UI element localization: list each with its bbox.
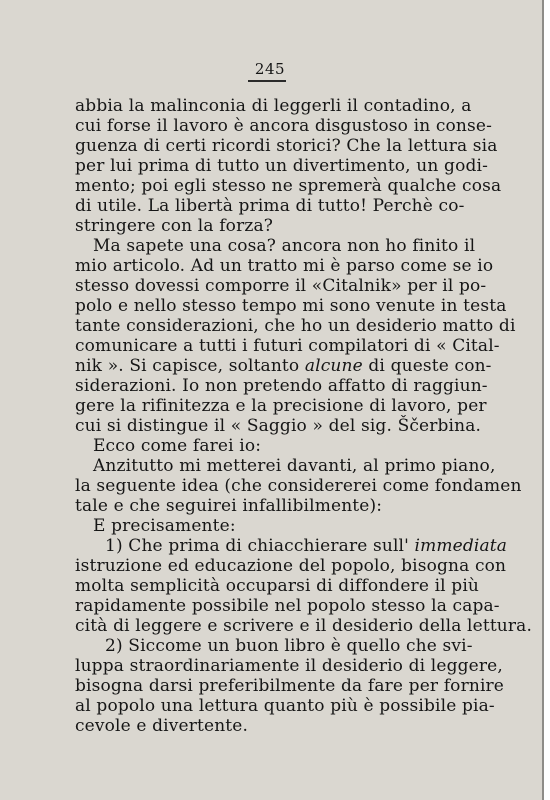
text-line: [75, 276, 487, 296]
text-line: [75, 696, 495, 716]
text-line: [75, 416, 482, 436]
line-text: nik ». Si capisce, soltanto: [75, 356, 300, 376]
line-text: istruzione ed educazione del popolo, bisogna con: [75, 556, 507, 576]
text-line: [75, 496, 460, 516]
page-number-rule: [248, 80, 286, 82]
text-line: [75, 376, 488, 396]
line-text: guenza di certi ricordi storici? Che la lettura sia: [75, 136, 498, 156]
line-text: comunicare a tutti i futuri compilatori di « Cital-: [75, 336, 500, 356]
text-line: [75, 356, 492, 376]
line-text: mento; poi egli stesso ne spremerà qualche cosa: [75, 176, 502, 196]
line-text: Anzitutto mi metterei davanti, al primo piano,: [93, 456, 496, 476]
line-text: mio articolo. Ad un tratto mi è parso come se io: [75, 256, 494, 276]
line-text: Ma sapete una cosa? ancora non ho finito il: [93, 236, 476, 256]
line-text: luppa straordinariamente il desiderio di leggere,: [75, 656, 503, 676]
text-line: [75, 336, 500, 356]
text-line: [75, 236, 476, 256]
line-text: bisogna darsi preferibilmente da fare per fornire: [75, 676, 505, 696]
text-line: [75, 116, 492, 136]
text-line: [75, 296, 507, 316]
line-text: di utile. La libertà prima di tutto! Perchè co-: [75, 196, 465, 216]
line-text: la seguente idea (che considererei come fondamen: [75, 476, 522, 496]
text-line: [75, 676, 505, 696]
line-text: cui si distingue il « Saggio » del sig. Ščerbina.: [75, 416, 482, 436]
line-text: tante considerazioni, che ho un desiderio matto di: [75, 316, 516, 336]
line-text: stesso dovessi comporre il «Citalnik» per il po-: [75, 276, 487, 296]
line-text: 1) Che prima di chiacchierare sull': [105, 536, 409, 556]
text-line: [75, 556, 507, 576]
line-text: siderazioni. Io non pretendo affatto di raggiun-: [75, 376, 488, 396]
line-text: stringere con la forza?: [75, 216, 273, 236]
line-text: abbia la malinconia di leggerli il contadino, a: [75, 96, 472, 116]
text-line: [75, 196, 465, 216]
text-line: [75, 216, 460, 236]
text-line: [75, 136, 498, 156]
page-number: 245: [254, 60, 286, 78]
text-line: [75, 396, 487, 416]
line-text: rapidamente possibile nel popolo stesso la capa-: [75, 596, 500, 616]
line-text: E precisamente:: [93, 516, 236, 536]
text-line: [75, 616, 533, 636]
text-line: [75, 716, 460, 736]
text-line: [75, 96, 472, 116]
line-text: tale e che seguirei infallibilmente):: [75, 496, 383, 516]
text-line: [75, 636, 473, 656]
text-line: [75, 436, 460, 456]
line-text: 2) Siccome un buon libro è quello che svi-: [105, 636, 473, 656]
line-text: molta semplicità occuparsi di diffondere il più: [75, 576, 480, 596]
line-text: al popolo una lettura quanto più è possibile pia-: [75, 696, 495, 716]
line-text: gere la rifinitezza e la precisione di lavoro, per: [75, 396, 487, 416]
line-text-after: di queste con-: [368, 356, 492, 376]
line-text: cui forse il lavoro è ancora disgustoso in conse-: [75, 116, 492, 136]
line-text: cità di leggere e scrivere e il desiderio della lettura.: [75, 616, 533, 636]
body-text: [75, 96, 533, 736]
text-line: [75, 576, 480, 596]
text-line: [75, 176, 502, 196]
line-text: polo e nello stesso tempo mi sono venute in testa: [75, 296, 507, 316]
text-line: [75, 316, 516, 336]
line-text: Ecco come farei io:: [93, 436, 262, 456]
italic-emphasis: immediata: [414, 536, 508, 556]
text-line: [75, 456, 496, 476]
text-line: [75, 156, 488, 176]
text-line: [75, 536, 508, 556]
text-line: [75, 256, 494, 276]
text-line: [75, 656, 503, 676]
text-line: [75, 476, 522, 496]
italic-emphasis: alcune: [304, 356, 363, 376]
text-line: [75, 516, 460, 536]
line-text: cevole e divertente.: [75, 716, 249, 736]
line-text: per lui prima di tutto un divertimento, un godi-: [75, 156, 488, 176]
text-line: [75, 596, 500, 616]
